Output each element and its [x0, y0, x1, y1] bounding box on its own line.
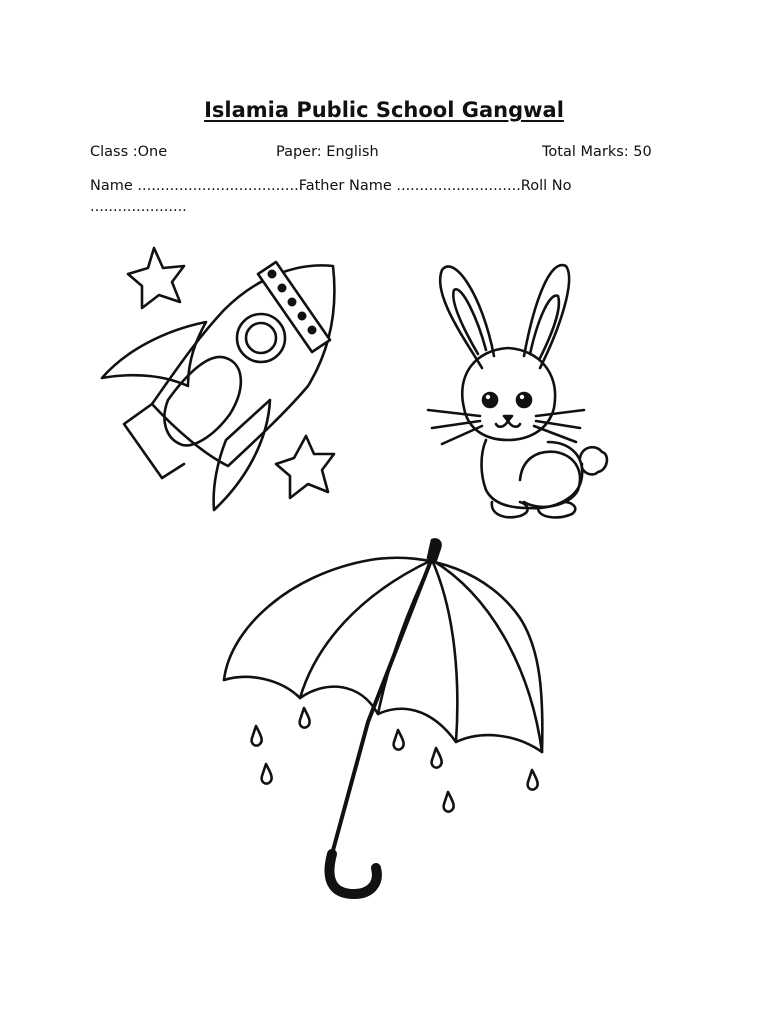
rocket-icon: [96, 240, 346, 520]
raindrop-icon: [262, 764, 272, 784]
class-label: Class :One: [90, 144, 168, 160]
raindrop-icon: [528, 770, 538, 790]
star-icon: [276, 436, 334, 498]
paper-label: Paper: English: [276, 144, 379, 160]
page-title: Islamia Public School Gangwal: [204, 98, 564, 122]
total-marks-label: Total Marks: 50: [542, 144, 652, 160]
student-info-line: Name ...................................Father Name ...........................Roll No: [90, 178, 572, 194]
raindrop-icon: [444, 792, 454, 812]
umbrella-icon: [220, 534, 550, 900]
raindrop-icon: [300, 708, 310, 728]
roll-number-continuation: .....................: [90, 199, 187, 215]
raindrop-icon: [252, 726, 262, 746]
raindrop-icon: [432, 748, 442, 768]
bunny-icon: [420, 258, 616, 522]
star-icon: [128, 248, 184, 308]
raindrop-icon: [394, 730, 404, 750]
